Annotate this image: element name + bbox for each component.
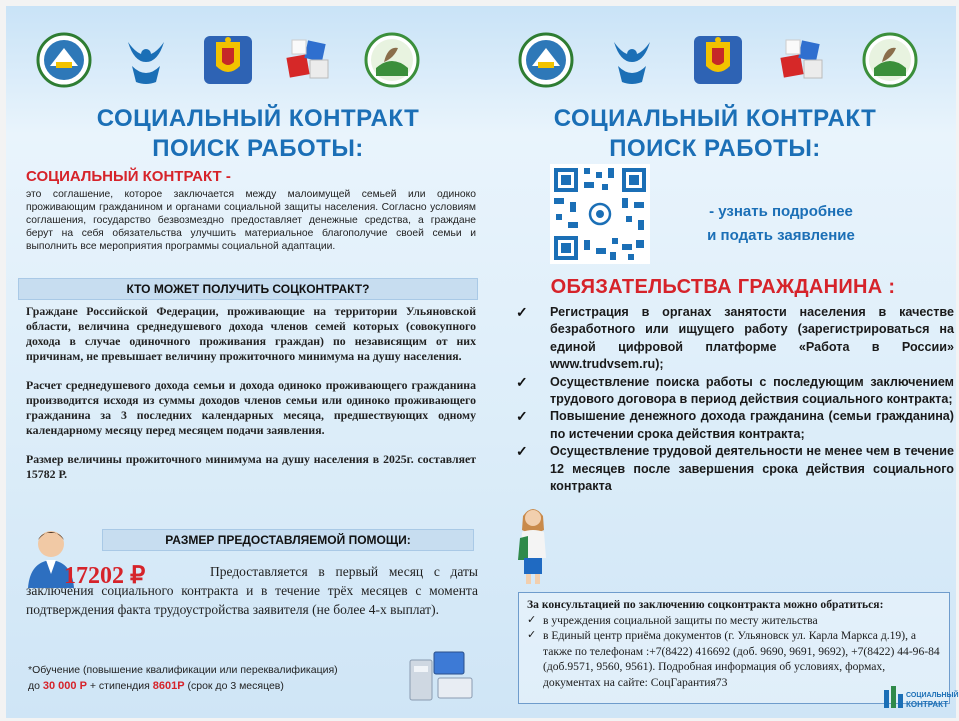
ulyanovsk-coat-of-arms-icon: [690, 32, 746, 88]
checkmark-icon: ✓: [527, 613, 537, 626]
eligibility-text: [26, 304, 476, 496]
agriculture-emblem-icon: [862, 32, 918, 88]
help-amount-header: РАЗМЕР ПРЕДОСТАВЛЯЕМОЙ ПОМОЩИ:: [102, 529, 474, 551]
left-panel: [6, 6, 490, 718]
training-prefix: до: [28, 680, 40, 692]
eligibility-paragraph-3: Размер величины прожиточного минимума на душу населения в 2025г. составляет 15782 Р.: [26, 452, 476, 481]
right-panel: [490, 6, 959, 718]
qr-caption-line1: - узнать подробнее: [709, 203, 853, 220]
consultation-text: в Единый центр приёма документов (г. Ульяновск ул. Карла Маркса д.19), а также по телефонам :+7(8422) 416692 (доб. 9690, 9691, 9692), +7(8422) 44-96-84 (доб.9571, 9560, 9561). Подробная информация об условиях, формах, документах на сайте: СоцГарантия73: [543, 629, 940, 689]
logo-row-right: [518, 32, 918, 88]
cubes-logo-icon: [282, 32, 338, 88]
definition-text: это соглашение, которое заключается между малоимущей семьей или одиноко проживающим гражданином и органами социальной защиты населения. Согласно условиям соглашения, государство безвозмездно предоставляет денежные средства, а граждане берут на себя обязательства улучшить материальное благополучие своей семьи и выполнить все мероприятия программы социальной адаптации.: [26, 189, 476, 252]
ulyanovsk-coat-of-arms-icon: [200, 32, 256, 88]
obligation-text: Осуществление трудовой деятельности не менее чем в течение 12 месяцев после завершения срока действия социального контракта: [550, 444, 954, 494]
ministry-labor-emblem-icon: [36, 32, 92, 88]
checkmark-icon: ✓: [516, 373, 528, 390]
obligation-item: [514, 408, 954, 443]
checkmark-icon: ✓: [527, 629, 537, 642]
qr-caption: [666, 200, 896, 248]
training-suffix: (срок до 3 месяцев): [187, 680, 284, 692]
training-amount: 30 000 Р: [42, 680, 87, 692]
obligations-title: ОБЯЗАТЕЛЬСТВА ГРАЖДАНИНА :: [550, 276, 896, 298]
training-info: [28, 662, 408, 694]
who-can-get-header: КТО МОЖЕТ ПОЛУЧИТЬ СОЦКОНТРАКТ?: [18, 278, 478, 300]
right-title: [482, 104, 948, 164]
obligation-item: [514, 374, 954, 409]
obligation-text: Осуществление поиска работы с последующим заключением трудового договора в период действия социального контракта;: [550, 374, 954, 407]
consultation-text: в учреждения социальной защиты по месту жительства: [543, 613, 818, 627]
logo-text-bottom: КОНТРАКТ: [906, 700, 949, 709]
cubes-logo-icon: [776, 32, 832, 88]
social-protection-emblem-icon: [604, 32, 660, 88]
right-title-line2: ПОИСК РАБОТЫ:: [609, 135, 821, 162]
right-title-line1: СОЦИАЛЬНЫЙ КОНТРАКТ: [553, 105, 877, 132]
consultation-title: За консультацией по заключению соцконтракта можно обратиться:: [527, 598, 884, 611]
social-protection-emblem-icon: [118, 32, 174, 88]
help-amount: 17202 ₽: [64, 563, 146, 589]
obligation-text: Повышение денежного дохода гражданина (семьи гражданина) по истечении срока действия контракта;: [550, 409, 954, 441]
leaflet-page: [6, 6, 959, 718]
qr-code-icon[interactable]: [550, 164, 650, 264]
checkmark-icon: ✓: [516, 408, 528, 425]
consultation-item: [527, 628, 943, 690]
checkmark-icon: ✓: [516, 443, 528, 460]
eligibility-paragraph-1: Граждане Российской Федерации, проживающие на территории Ульяновской области, величина среднедушевого дохода членов семей которых (совокупного дохода в случае одиночного проживания граждан) по независящим от них причинам, не превышает величину прожиточного минимума на душу населения.: [26, 304, 476, 363]
logo-text-top: СОЦИАЛЬНЫЙ: [906, 692, 959, 699]
checkmark-icon: ✓: [516, 304, 528, 320]
training-mid: + стипендия: [89, 680, 150, 692]
left-title: [16, 104, 500, 164]
definition-heading: СОЦИАЛЬНЫЙ КОНТРАКТ -: [26, 168, 231, 185]
obligation-item: [514, 304, 954, 374]
obligation-text: Регистрация в органах занятости населения в качестве безработного или ищущего работу (зарегистрироваться на единой цифровой платформе «Работа в России» www.trudvsem.ru);: [550, 305, 954, 372]
qr-caption-line2: и подать заявление: [707, 227, 855, 244]
obligation-item: [514, 443, 954, 495]
help-description: Предоставляется в первый месяц с даты заключения социального контракта и в течение трёх месяцев с момента подтверждения факта трудоустройства заявителя (не более 4-х выплат).: [26, 564, 478, 617]
woman-figure-icon: [514, 502, 552, 586]
training-stipend: 8601Р: [152, 680, 185, 692]
consultation-item: [527, 613, 943, 629]
office-devices-icon: [408, 646, 474, 702]
social-contract-logo-icon: [882, 682, 959, 712]
logo-row-left: [36, 32, 420, 88]
left-title-line1: СОЦИАЛЬНЫЙ КОНТРАКТ: [96, 105, 420, 132]
training-line2: [28, 678, 408, 694]
training-line1: *Обучение (повышение квалификации или переквалификация): [28, 664, 338, 676]
agriculture-emblem-icon: [364, 32, 420, 88]
consultation-list: [527, 613, 943, 691]
ministry-labor-emblem-icon: [518, 32, 574, 88]
obligations-list: [514, 304, 954, 495]
eligibility-paragraph-2: Расчет среднедушевого дохода семьи и дохода одиноко проживающего гражданина производится исходя из суммы доходов членов семьи или одиноко проживающего гражданина за 3 последних календарных месяца, предшествующих одному календарному месяцу перед месяцем подачи заявления.: [26, 378, 476, 437]
left-title-line2: ПОИСК РАБОТЫ:: [152, 135, 364, 162]
